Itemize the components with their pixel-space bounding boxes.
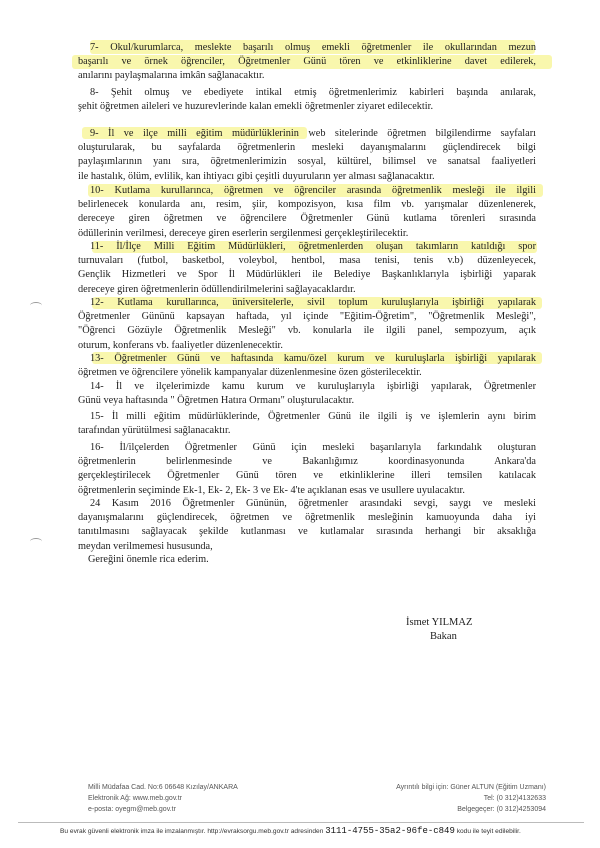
- paragraph-line: "Öğrenci Gözüyle Öğretmenlik Mesleği" vb. konularla ile ilgili panel, sempozyum, açık: [78, 325, 536, 337]
- paragraph-line: 12- Kutlama kurullarınca, üniversitelerle, sivil toplum kuruluşlarıyla işbirliği yapılarak: [90, 297, 536, 308]
- paragraph-pclose: [78, 553, 536, 567]
- paragraph-line: meydan verilmemesi hususunda,: [78, 540, 213, 552]
- paragraph-line: oturum, konferans vb. faaliyetler düzenlenecektir.: [78, 339, 283, 351]
- paragraph-p11: [78, 240, 536, 297]
- paragraph-line: dereceye giren öğretmen ve öğrencilere Öğretmenler Günü kutlama törenleri sırasında: [78, 213, 536, 225]
- paragraph-line: oluşturularak, bu sayfalarda öğretmenlerin mesleki dayanışmalarını güçlendirecek bilgi: [78, 142, 536, 154]
- paragraph-p8: [78, 86, 536, 114]
- paragraph-line: dayanışmalarını güçlendirecek, öğretmen ve öğretmenlik mesleğinin kamuoyunda daha iyi: [78, 512, 536, 524]
- footer-web: Elektronik Ağ: www.meb.gov.tr: [88, 795, 183, 802]
- paragraph-line: anılarını paylaşmalarına imkân sağlanacaktır.: [78, 70, 265, 82]
- verification-note: [60, 826, 521, 836]
- paragraph-line: 11- İl/İlçe Milli Eğitim Müdürlükleri, öğretmenlerden oluşan takımların katıldığı spor: [90, 241, 536, 252]
- paragraph-p10: [78, 184, 536, 241]
- paragraph-line: 16- İl/ilçelerden Öğretmenler Günü için mesleki başarılarıyla farkındalık oluşturan: [90, 442, 536, 453]
- paragraph-p14: [78, 380, 536, 408]
- signatory-title: Bakan: [430, 631, 457, 642]
- paragraph-line: 14- İl ve ilçelerimizde kamu kurum ve kuruluşlarıyla işbirliği yapılarak, Öğretmenler: [90, 381, 536, 392]
- paragraph-line: Gençlik Hizmetleri ve Spor İl Müdürlükleri ile Belediye Başkanlıklarıyla işbirliği yaparak: [78, 269, 536, 281]
- paragraph-p12: [78, 296, 536, 353]
- paragraph-line: 13- Öğretmenler Günü ve haftasında kamu/özel kurum ve kuruluşlarla işbirliği yapılarak: [90, 353, 536, 364]
- paragraph-p16: [78, 441, 536, 498]
- paragraph-p13: [78, 352, 536, 380]
- signatory-name: İsmet YILMAZ: [406, 617, 473, 628]
- footer-tel: Tel: (0 312)4132633: [483, 795, 546, 802]
- footer-divider: [18, 822, 584, 823]
- paragraph-line: gerçekleştirilecek Öğretmenler Günü tören ve etkinliklerine illeri temsilen katılacak: [78, 470, 536, 482]
- paragraph-p9: [78, 127, 536, 184]
- footer-fax: Belgegeçer: (0 312)4253094: [457, 806, 546, 813]
- paragraph-line: öğretmenlerin seçiminde Ek-1, Ek- 2, Ek- 3 ve Ek- 4'te açıklanan esas ve usullere uyulacaktır.: [78, 484, 465, 496]
- footer-left: [88, 782, 238, 815]
- verification-suffix: kodu ile teyit edilebilir.: [456, 828, 521, 835]
- footer-contact: Ayrıntılı bilgi için: Güner ALTUN (Eğitim Uzmanı): [396, 784, 546, 791]
- paragraph-line: 7- Okul/kurumlarca, meslekte başarılı olmuş emekli öğretmenler ile okullarından mezun: [90, 42, 536, 53]
- margin-mark: [30, 538, 42, 545]
- paragraph-line: dereceye giren öğretmenlerin ödüllendirilmelerini sağlayacaklardır.: [78, 283, 356, 295]
- footer-address: Milli Müdafaa Cad. No:6 06648 Kızılay/ANKARA: [88, 784, 238, 791]
- signature-block: [406, 616, 472, 644]
- paragraph-line: 10- Kutlama kurullarınca, öğretmen ve öğrenciler arasında öğretmenlik mesleği ile ilgili: [90, 185, 536, 196]
- paragraph-line: 15- İl milli eğitim müdürlüklerinde, Öğretmenler Günü ile ilgili iş ve işlemlerin aynı birim: [90, 411, 536, 422]
- paragraph-p7: [78, 41, 536, 84]
- footer-email: e-posta: oyegm@meb.gov.tr: [88, 806, 176, 813]
- paragraph-line: paylaşımlarının yanı sıra, öğretmenlerimizin sosyal, kültürel, bilimsel ve sanatsal faaliyetleri: [78, 156, 536, 168]
- paragraph-line: 9- İl ve ilçe milli eğitim müdürlüklerinin web sitelerinde öğretmen bilgilendirme sayfaları: [90, 128, 536, 139]
- verification-code: 3111-4755-35a2-96fe-c849: [325, 826, 455, 836]
- paragraph-line: ödüllerinin verilmesi, dereceye giren eserlerin sergilenmesi gerçekleştirilecektir.: [78, 227, 409, 239]
- paragraph-line: Öğretmenler Gününü kapsayan haftada, yıl içinde "Eğitim-Öğretim", "Öğretmenlik Mesleği",: [78, 311, 536, 323]
- paragraph-line: şehit öğretmen aileleri ve huzurevlerinde kalan emekli öğretmenler ziyaret edilecektir.: [78, 101, 434, 113]
- paragraph-line: Gereğini önemle rica ederim.: [88, 554, 209, 565]
- paragraph-line: 8- Şehit olmuş ve ebediyete intikal etmiş öğretmenlerimiz kabirleri başında anılarak,: [90, 87, 536, 98]
- paragraph-line: belirlenecek konularda anı, resim, şiir, kompozisyon, kısa film vb. yarışmalar düzenlenerek,: [78, 199, 536, 211]
- paragraph-line: tanıtılmasını sağlayacak şekilde kutlanması ve kutlamalar sırasında herhangi bir aksaklığa: [78, 526, 536, 538]
- paragraph-line: öğretmenlerin belirlenmesinde ve Bakanlığımız koordinasyonunda Ankara'da: [78, 456, 536, 468]
- paragraph-line: tarafından yürütülmesi sağlanacaktır.: [78, 425, 231, 437]
- footer-right: [340, 782, 546, 815]
- paragraph-line: Günü veya haftasında " Öğretmen Hatıra Ormanı" oluşturulacaktır.: [78, 395, 355, 407]
- paragraph-line: turnuvaları (futbol, basketbol, voleybol, hentbol, masa tenisi, tenis v.b) düzenleyecek,: [78, 255, 536, 267]
- paragraph-line: öğretmen ve öğrencilere yönelik kampanyalar düzenlenmesine özen gösterilecektir.: [78, 367, 422, 379]
- paragraph-p15: [78, 410, 536, 438]
- paragraph-line: başarılı ve örnek öğrenciler, Öğretmenler Günü tören ve etkinliklerine davet edilerek,: [78, 56, 536, 68]
- margin-mark: [30, 302, 42, 309]
- paragraph-p24: [78, 497, 536, 554]
- verification-text: Bu evrak güvenli elektronik imza ile imzalanmıştır. http://evraksorgu.meb.gov.tr adresinden: [60, 828, 324, 835]
- paragraph-line: ile hastalık, ölüm, evlilik, kan ihtiyacı gibi çeşitli duyuruların yer alması sağlanacaktır.: [78, 170, 435, 182]
- paragraph-line: 24 Kasım 2016 Öğretmenler Gününün, öğretmenler arasındaki sevgi, saygı ve mesleki: [90, 498, 536, 509]
